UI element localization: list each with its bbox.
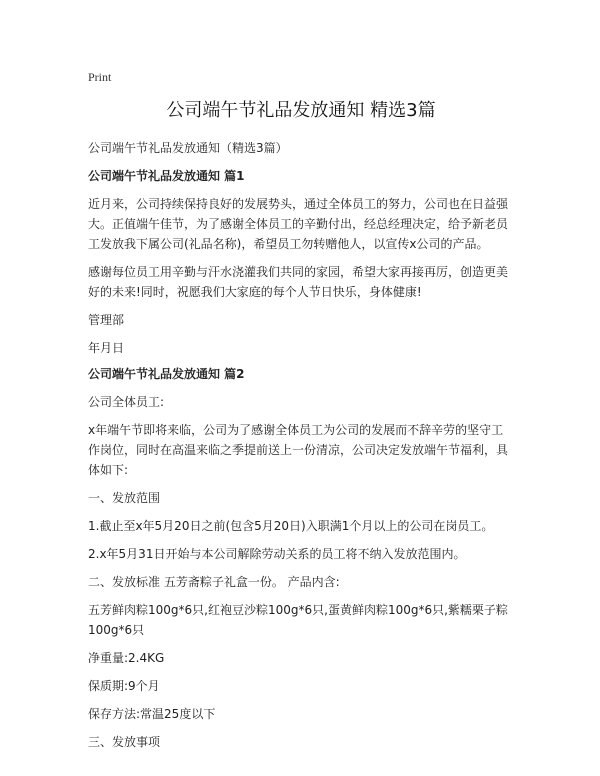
shelf-life: 保质期:9个月 (88, 679, 160, 693)
product-contents: 五芳鲜肉粽100g*6只,红袍豆沙粽100g*6只,蛋黄鲜肉粽100g*6只,紫糯栗子粽100g*6只 (88, 603, 508, 637)
section-2-greeting: 公司全体员工: (88, 395, 165, 409)
section-2-heading: 公司端午节礼品发放通知 篇2 (88, 367, 245, 381)
matters-heading: 三、发放事项 (88, 735, 161, 749)
scope-item-2: 2.x年5月31日开始与本公司解除劳动关系的员工将不纳入发放范围内。 (88, 547, 466, 561)
section-1-paragraph-1: 近月来，公司持续保持良好的发展势头，通过全体员工的努力，公司也在日益强大。正值端午佳节，为了感谢全体员工的辛勤付出，经总经理决定，给予新老员工发放我下属公司(礼品名称)，希望员工勿转赠他人，以宣传x公司的产品。 (88, 197, 509, 251)
section-1-heading: 公司端午节礼品发放通知 篇1 (88, 169, 245, 183)
section-1-date: 年月日 (88, 341, 125, 355)
net-weight: 净重量:2.4KG (88, 651, 165, 665)
standard-heading: 二、发放标准 五芳斋粽子礼盒一份。 产品内含: (88, 575, 340, 589)
scope-item-1: 1.截止至x年5月20日之前(包含5月20日)入职满1个月以上的公司在岗员工。 (88, 519, 494, 533)
section-2-intro: x年端午节即将来临，公司为了感谢全体员工为公司的发展而不辞辛劳的坚守工作岗位，同时在高温来临之季提前送上一份清凉，公司决定发放端午节福利，具体如下: (88, 423, 509, 477)
document-title: 公司端午节礼品发放通知 精选3篇 (166, 100, 436, 121)
document-subtitle: 公司端午节礼品发放通知（精选3篇） (88, 141, 288, 155)
section-1-paragraph-2: 感谢每位员工用辛勤与汗水浇灌我们共同的家园，希望大家再接再厉，创造更美好的未来!同时，祝愿我们大家庭的每个人节日快乐，身体健康! (88, 265, 509, 299)
scope-heading: 一、发放范围 (88, 491, 161, 505)
print-label: Print (88, 70, 112, 84)
storage-method: 保存方法:常温25度以下 (88, 707, 216, 721)
section-1-signature: 管理部 (88, 313, 125, 327)
